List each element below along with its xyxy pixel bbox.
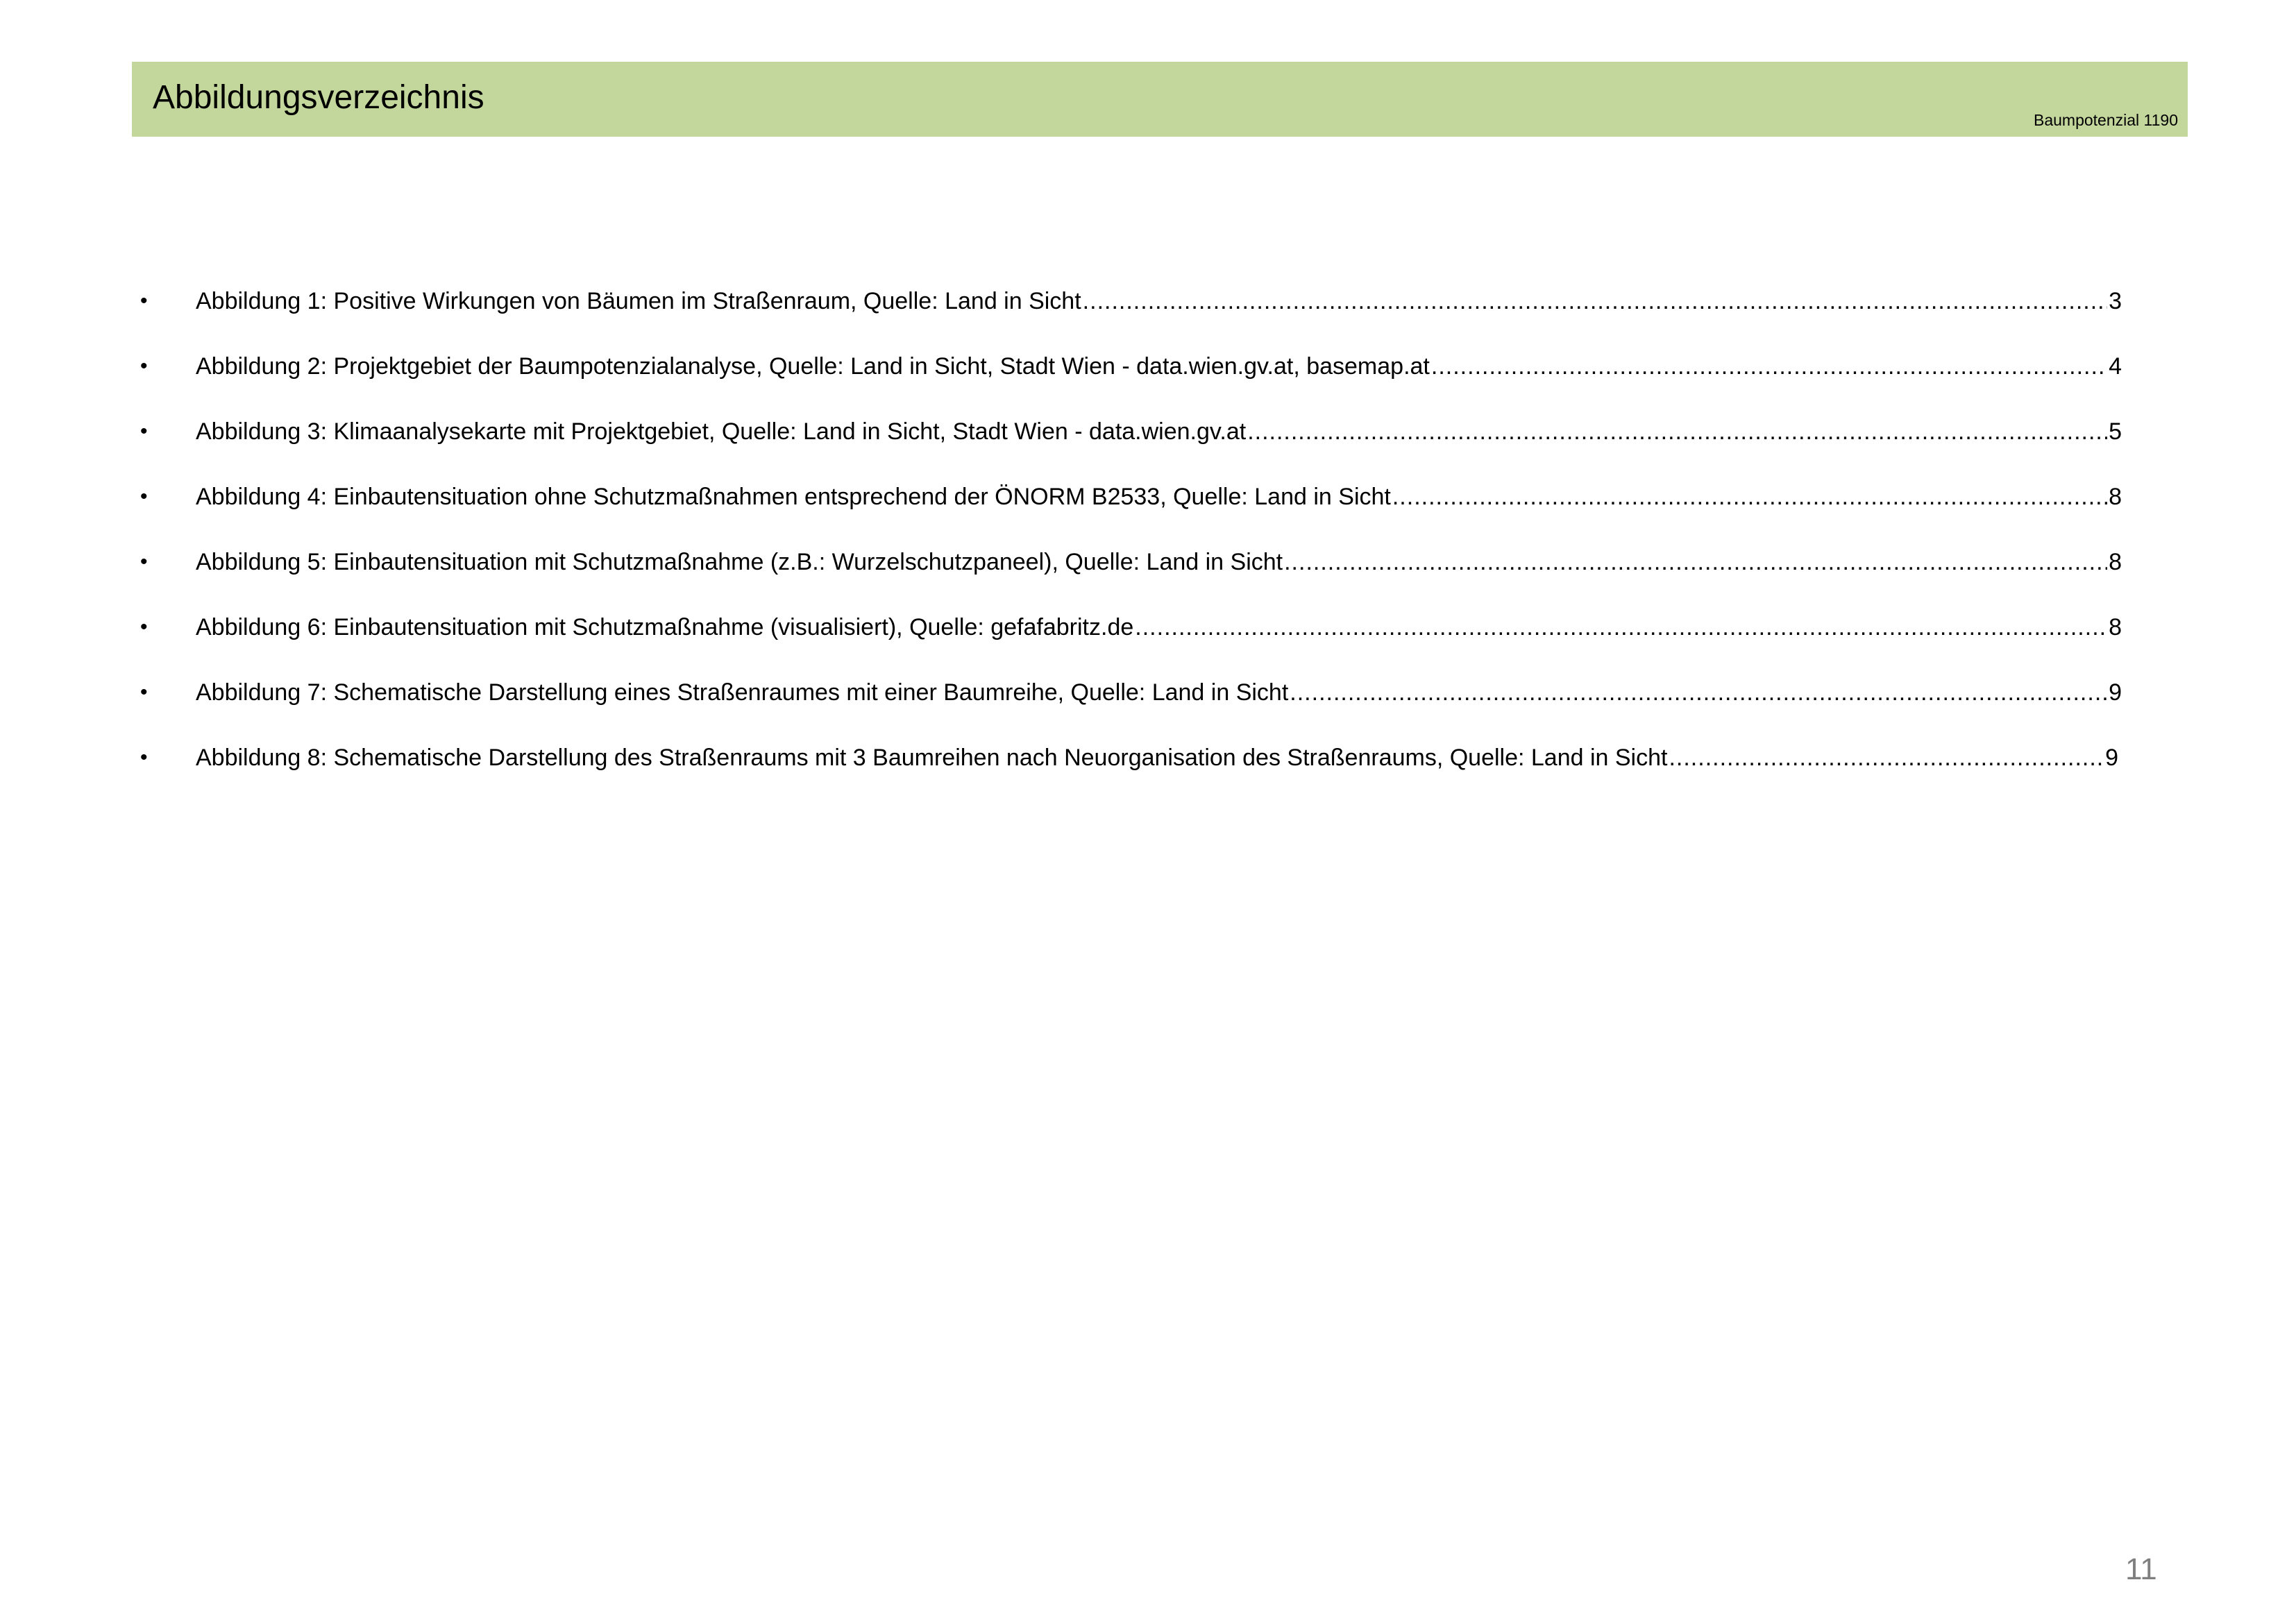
figure-entry-3[interactable]	[132, 408, 2145, 473]
bullet-icon: •	[140, 289, 148, 312]
figure-entry-page: 8	[2109, 614, 2122, 640]
figure-list	[132, 278, 2145, 799]
dot-leader	[1290, 669, 2107, 716]
dot-leader	[1392, 473, 2107, 520]
dot-leader	[1083, 278, 2107, 325]
bullet-icon: •	[140, 485, 148, 508]
figure-entry-title: Abbildung 2: Projektgebiet der Baumpotenzialanalyse, Quelle: Land in Sicht, Stadt Wien - data.wien.gv.at, basemap.at	[196, 353, 1430, 380]
figure-entry-page: 9	[2105, 745, 2118, 771]
figure-entry-1[interactable]	[132, 278, 2145, 343]
figure-entry-title: Abbildung 4: Einbautensituation ohne Schutzmaßnahmen entsprechend der ÖNORM B2533, Quelle: Land in Sicht	[196, 484, 1391, 510]
bullet-icon: •	[140, 550, 148, 573]
bullet-icon: •	[140, 615, 148, 638]
bullet-icon: •	[140, 746, 148, 769]
figure-entry-title: Abbildung 1: Positive Wirkungen von Bäumen im Straßenraum, Quelle: Land in Sicht	[196, 288, 1081, 314]
figure-entry-4[interactable]	[132, 473, 2145, 538]
figure-entry-page: 3	[2109, 288, 2122, 314]
figure-entry-title: Abbildung 3: Klimaanalysekarte mit Projektgebiet, Quelle: Land in Sicht, Stadt Wien - data.wien.gv.at	[196, 418, 1247, 445]
dot-leader	[1284, 538, 2107, 586]
figure-entry-page: 5	[2109, 418, 2122, 445]
figure-entry-7[interactable]	[132, 669, 2145, 734]
figure-entry-page: 9	[2109, 679, 2122, 706]
bullet-icon: •	[140, 420, 148, 443]
header-band	[132, 62, 2188, 137]
dot-leader	[1669, 734, 2104, 781]
figure-entry-title: Abbildung 8: Schematische Darstellung des Straßenraums mit 3 Baumreihen nach Neuorganisation des Straßenraums, Quelle: Land in Sicht	[196, 745, 1668, 771]
figure-entry-title: Abbildung 7: Schematische Darstellung eines Straßenraumes mit einer Baumreihe, Quelle: Land in Sicht	[196, 679, 1289, 706]
bullet-icon: •	[140, 355, 148, 377]
figure-entry-title: Abbildung 6: Einbautensituation mit Schutzmaßnahme (visualisiert), Quelle: gefafabritz.de	[196, 614, 1134, 640]
figure-entry-page: 4	[2109, 353, 2122, 380]
figure-entry-5[interactable]	[132, 538, 2145, 604]
dot-leader	[1247, 408, 2107, 455]
figure-entry-8[interactable]	[132, 734, 2145, 799]
document-name: Baumpotenzial 1190	[2034, 111, 2178, 129]
figure-entry-2[interactable]	[132, 343, 2145, 408]
figure-entry-page: 8	[2109, 484, 2122, 510]
bullet-icon: •	[140, 681, 148, 704]
figure-entry-title: Abbildung 5: Einbautensituation mit Schutzmaßnahme (z.B.: Wurzelschutzpaneel), Quelle: Land in Sicht	[196, 549, 1283, 575]
page-number: 11	[2125, 1552, 2157, 1586]
dot-leader	[1431, 343, 2107, 390]
dot-leader	[1135, 604, 2107, 651]
figure-entry-6[interactable]	[132, 604, 2145, 669]
figure-entry-page: 8	[2109, 549, 2122, 575]
page-title: Abbildungsverzeichnis	[153, 79, 484, 116]
